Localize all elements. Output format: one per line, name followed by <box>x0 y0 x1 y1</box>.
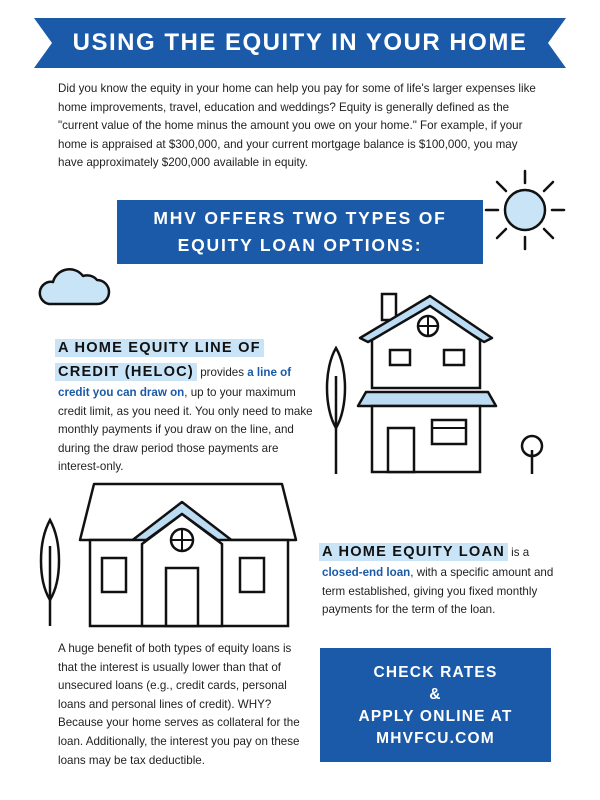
home-equity-loan-paragraph <box>322 540 562 620</box>
title-banner <box>34 18 566 68</box>
two-story-house-icon <box>320 288 550 478</box>
closed-end-loan-link[interactable]: closed-end loan <box>322 566 411 579</box>
cta-line2: & <box>429 686 442 703</box>
benefit-paragraph: A huge benefit of both types of equity loans is that the interest is usually lower than that of unsecured loans (e.g., credit cards, personal loans and personal lines of credit). WHY? Because your home serves as collateral for the loan. Additionally, the interest you pay on these loans may be tax deductible. <box>58 642 300 767</box>
page-title: USING THE EQUITY IN YOUR HOME <box>72 29 528 56</box>
home-equity-loan-body: , with a specific amount and term established, giving you fixed monthly payments for the term of the loan. <box>322 566 554 617</box>
offers-heading-box <box>117 200 483 264</box>
offers-heading-line1: MHV OFFERS TWO TYPES OF <box>153 208 447 228</box>
offers-heading-line2: EQUITY LOAN OPTIONS: <box>177 235 423 255</box>
sun-icon <box>480 165 570 255</box>
intro-paragraph: Did you know the equity in your home can help you pay for some of life's larger expenses like home improvements, travel, education and weddings? Equity is generally defined as the "current value of the home minus the amount you owe on your home." For example, if your home is appraised at $300,000, and your current mortgage balance is $100,000, you may have approximately $200,000 available in equity. <box>58 82 536 170</box>
heloc-lead: provides <box>196 366 248 379</box>
heloc-paragraph <box>58 336 313 477</box>
check-rates-apply-online-button[interactable] <box>320 648 551 762</box>
home-equity-loan-lead: is a <box>507 546 530 559</box>
home-equity-loan-heading: A HOME EQUITY LOAN <box>319 543 508 561</box>
heloc-line-of-credit-link[interactable]: a line of credit you can draw on <box>58 366 292 399</box>
cta-line3: APPLY ONLINE AT <box>358 708 513 725</box>
heloc-body: , up to your maximum credit limit, as you need it. You only need to make monthly payments if you draw on the line, and during the draw period those payments are interest-only. <box>58 386 313 474</box>
cta-line4: MHVFCU.COM <box>376 730 495 747</box>
cta-line1: CHECK RATES <box>373 664 498 681</box>
ranch-house-icon <box>34 480 304 630</box>
tree-icon <box>327 348 345 474</box>
heloc-heading-line2: CREDIT (HELOC) <box>55 363 197 381</box>
cloud-icon <box>35 258 111 310</box>
tree-icon <box>41 520 59 626</box>
heloc-heading-line1: A HOME EQUITY LINE OF <box>55 339 264 357</box>
